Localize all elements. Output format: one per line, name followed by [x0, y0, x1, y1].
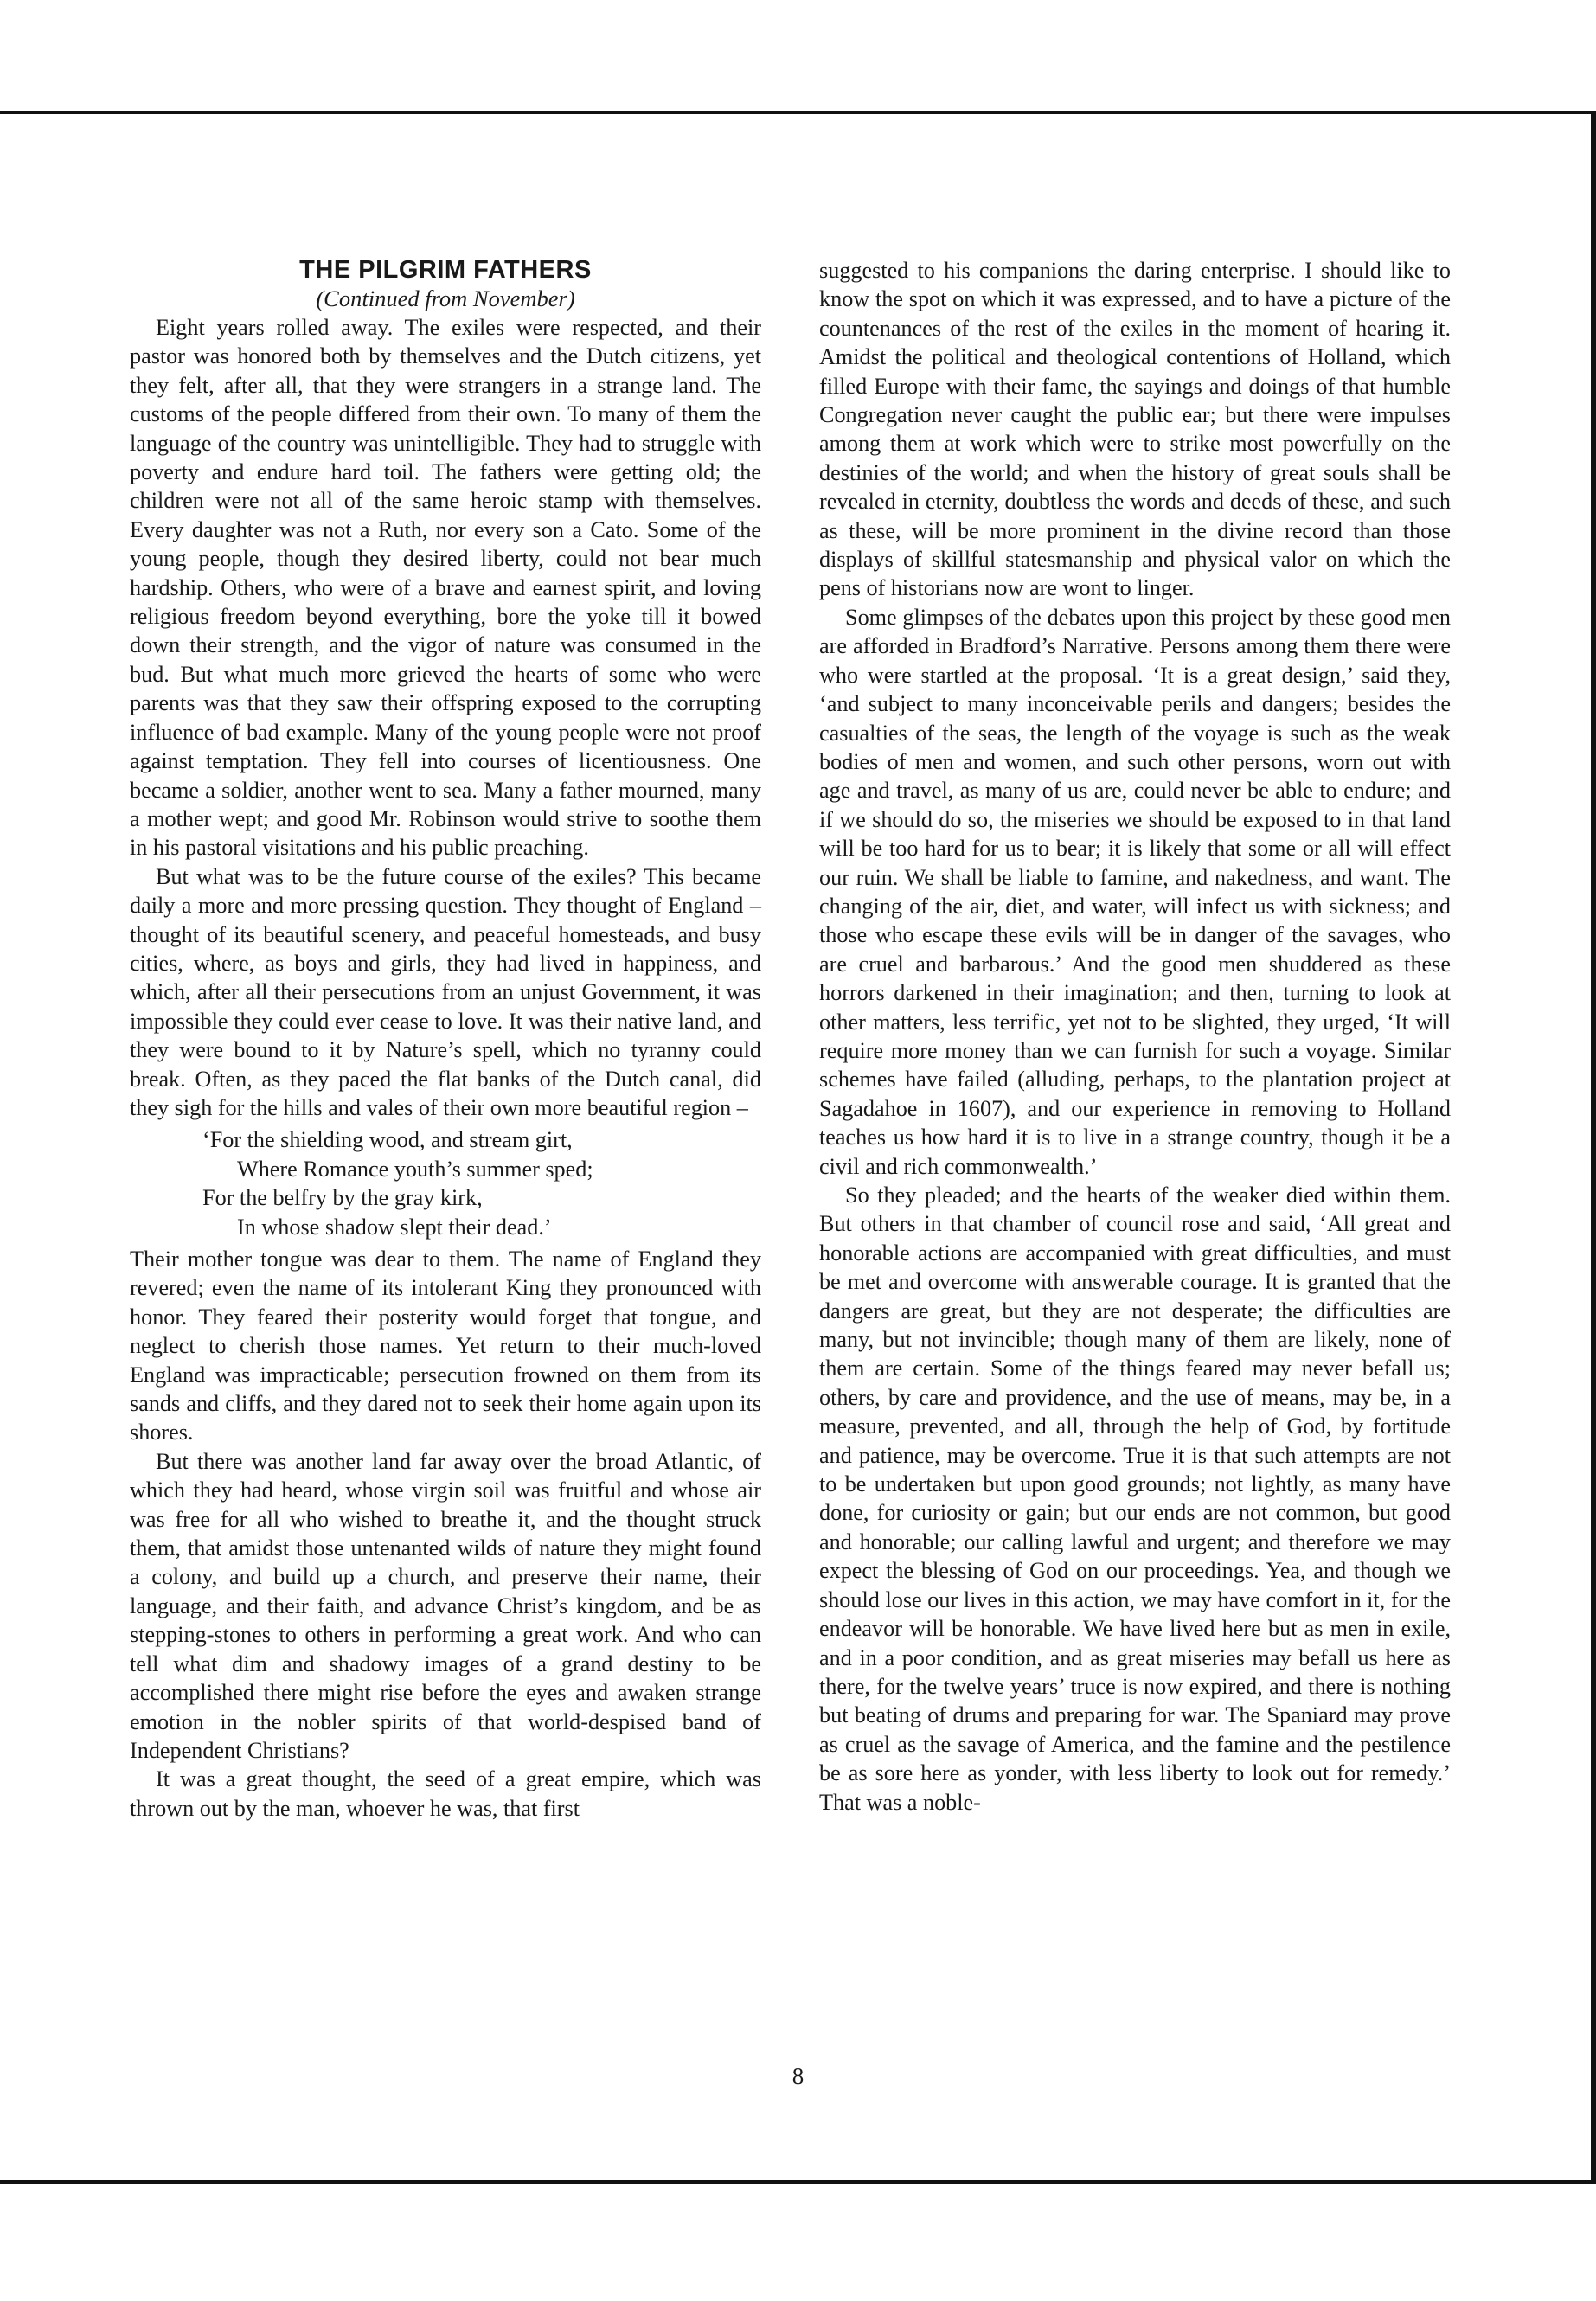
verse-line: For the belfry by the gray kirk, — [202, 1185, 483, 1211]
right-border-rule — [1591, 111, 1596, 2183]
paragraph: suggested to his companions the daring enterprise. I should like to know the spot on which it was expressed, and to have a picture of the countenances of the rest of the exiles in the moment of hearing it. Amidst the political and theological contentions of Holland, which filled Europe with their fame, the sayings and doings of that humble Congregation never caught the public ear; but there were impulses among them at work which were to strike most powerfully on the destinies of the world; and when the history of great souls shall be revealed in eternity, doubtless the words and deeds of these, and such as these, will be more prominent in the divine record than those displays of skillful statesmanship and physical valor on which the pens of historians now are wont to linger. — [819, 258, 1451, 601]
verse-line: Where Romance youth’s summer sped; — [237, 1156, 593, 1182]
paragraph: It was a great thought, the seed of a great empire, which was thrown out by the man, whoever he was, that first — [130, 1766, 761, 1821]
verse-line: ‘For the shielding wood, and stream girt, — [202, 1127, 573, 1153]
verse-quote — [130, 1125, 761, 1241]
top-border-rule — [0, 111, 1596, 114]
left-column — [130, 256, 761, 1823]
paragraph: Some glimpses of the debates upon this project by these good men are afforded in Bradford’s Narrative. Persons among them there were who were startled at the proposal. ‘It is a great design,’ said they, ‘and subject to many inconceivable perils and dangers; besides the casualties of the seas, the length of the voyage is such as the weak bodies of men and women, and such other persons, worn out with age and travel, as many of us are, could never be able to endure; and if we should do so, the miseries we should be exposed to in that land will be too hard for us to bear; it is likely that some or all will effect our ruin. We shall be liable to famine, and nakedness, and want. The changing of the air, diet, and water, will infect us with sickness; and those who escape these evils will be in danger of the savages, who are cruel and barbarous.’ And the good men shuddered as these horrors darkened in their imagination; and then, turning to look at other matters, less terrific, yet not to be slighted, they urged, ‘It will require more money than we can furnish for such a voyage. Similar schemes have failed (alluding, perhaps, to the plantation project at Sagadahoe in 1607), and our experience in removing to Holland teaches us how hard it is to live in a strange country, though it be a civil and rich commonwealth.’ — [819, 604, 1451, 1179]
paragraph: So they pleaded; and the hearts of the weaker died within them. But others in that chamber of council rose and said, ‘All great and honorable actions are accompanied with great difficulties, and must be met and overcome with answerable courage. It is granted that the dangers are great, but they are not desperate; the difficulties are many, but not invincible; though many of them are likely, none of them are certain. Some of the things feared may never befall us; others, by care and providence, and the use of means, may be, in a measure, prevented, and all, through the help of God, by fortitude and patience, may be overcome. True it is that such attempts are not to be undertaken but upon good grounds; not lightly, as many have done, for curiosity or gain; but our ends are not common, but good and honorable; our calling lawful and urgent; and therefore we may expect the blessing of God on our proceedings. Yea, and though we should lose our lives in this action, we may have comfort in it, for the endeavor will be honorable. We have lived here but as men in exile, and in a poor condition, and as great miseries may befall us here as there, for the twelve years’ truce is now expired, and there is nothing but beating of drums and preparing for war. The Spaniard may prove as cruel as the savage of America, and the famine and the pestilence be as sore here as yonder, with less liberty to look out for remedy.’ That was a noble- — [819, 1183, 1451, 1815]
paragraph: Their mother tongue was dear to them. The name of England they revered; even the name of its intolerant King they pronounced with honor. They feared their posterity would forget that tongue, and neglect to cherish those names. Yet return to their much-loved England was impracticable; persecution frowned on them from its sands and cliffs, and they dared not to seek their home again upon its shores. — [130, 1247, 761, 1445]
article-title: THE PILGRIM FATHERS — [299, 256, 592, 284]
bottom-border-rule — [0, 2180, 1596, 2184]
paragraph: Eight years rolled away. The exiles were respected, and their pastor was honored both by themselves and the Dutch citizens, yet they felt, after all, that they were strangers in a strange land. The customs of the people differed from their own. To many of them the language of the country was unintelligible. They had to struggle with poverty and endure hard toil. The fathers were getting old; the children were not all of the same heroic stamp with themselves. Every daughter was not a Ruth, nor every son a Cato. Some of the young people, though they desired liberty, could not bear much hardship. Others, who were of a brave and earnest spirit, and loving religious freedom beyond everything, bore the yoke till it bowed down their strength, and the vigor of nature was consumed in the bud. But what much more grieved the hearts of some who were parents was that they saw their offspring exposed to the corrupting influence of bad example. Many of the young people were not proof against temptation. They fell into courses of licentiousness. One became a soldier, another went to sea. Many a father mourned, many a mother wept; and good Mr. Robinson would strive to soothe them in his pastoral visitations and his public preaching. — [130, 315, 761, 861]
paragraph: But what was to be the future course of the exiles? This became daily a more and more pressing question. They thought of England – thought of its beautiful scenery, and peaceful homesteads, and busy cities, where, as boys and girls, they had lived in happiness, and which, after all their persecutions from an unjust Government, it was impossible they could ever cease to love. It was their native land, and they were bound to it by Nature’s spell, which no tyranny could break. Often, as they paced the flat banks of the Dutch canal, did they sigh for the hills and vales of their own more beautiful region – — [130, 863, 761, 1120]
right-column — [819, 256, 1451, 1817]
article-subtitle: (Continued from November) — [316, 285, 575, 311]
page-number: 8 — [792, 2063, 804, 2089]
paragraph: But there was another land far away over the broad Atlantic, of which they had heard, whose virgin soil was fruitful and whose air was free for all who wished to breathe it, and the thought struck them, that amidst those untenanted wilds of nature they might found a colony, and build up a church, and preserve their name, their language, and their faith, and advance Christ’s kingdom, and be as stepping-stones to others in performing a great work. And who can tell what dim and shadowy images of a grand destiny to be accomplished there might rise before the eyes and awaken strange emotion in the nobler spirits of that world-despised band of Independent Christians? — [130, 1448, 761, 1763]
verse-line: In whose shadow slept their dead.’ — [237, 1214, 552, 1240]
